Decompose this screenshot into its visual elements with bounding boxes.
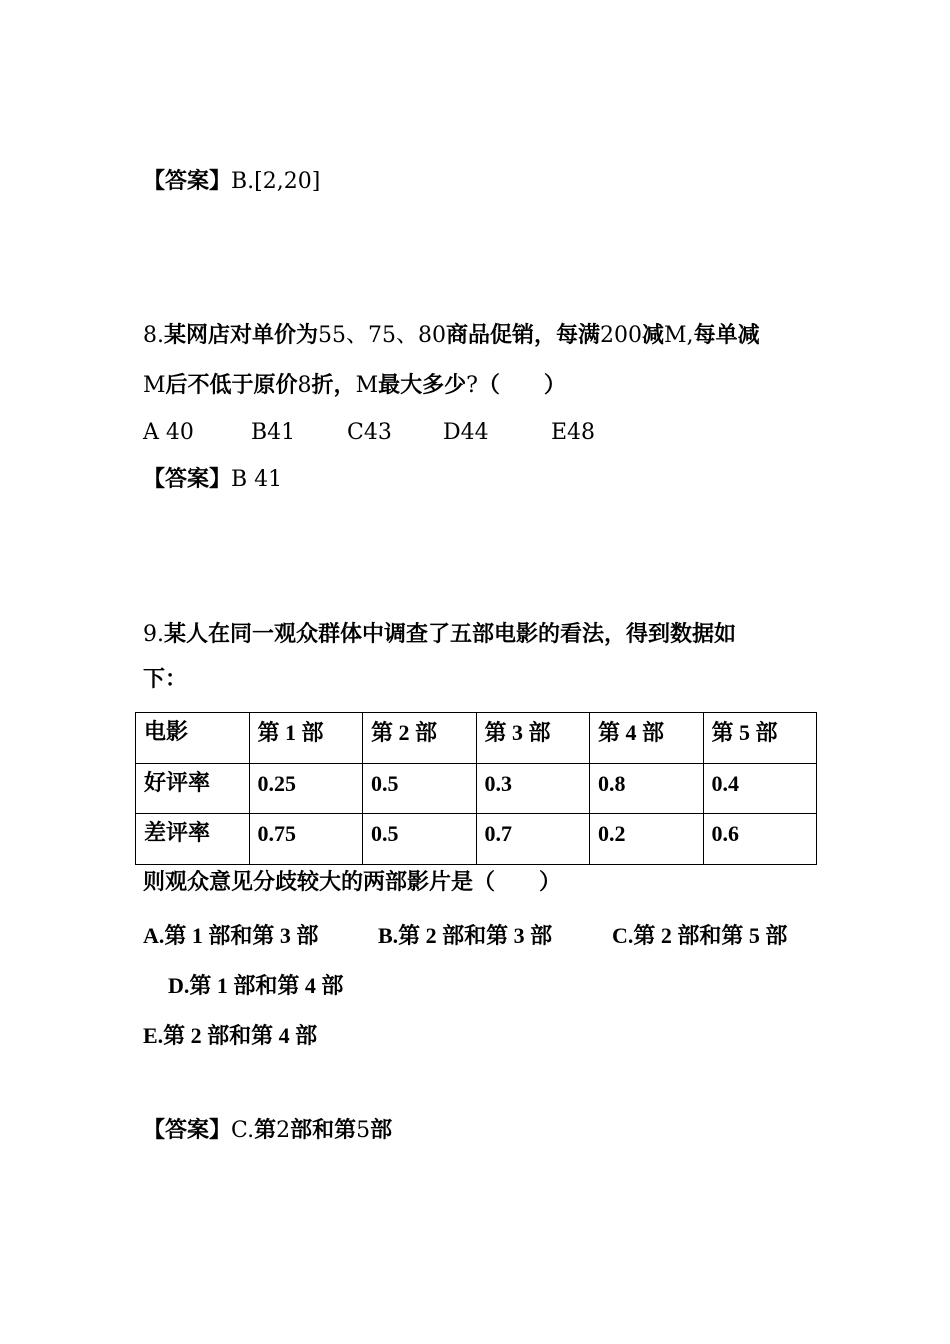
table-cell: 0.8 [590,763,704,814]
q8-stem-line2: M后不低于原价8折，M最大多少?（ ） [143,373,566,398]
option-c: C43 [347,420,392,445]
table-header-cell: 第 2 部 [363,713,477,764]
table-header-row [136,713,817,764]
q9-option-a: A.第 1 部和第 3 部 [143,923,319,948]
table-cell: 好评率 [136,763,250,814]
table-row [136,814,817,865]
q9-answer: 【答案】C.第2部和第5部 [143,1118,393,1143]
table-header-cell: 第 5 部 [703,713,817,764]
answer-label: 【答案】 [143,1118,232,1143]
q9-option-d: D.第 1 部和第 4 部 [168,973,344,998]
movie-rating-table [135,712,817,865]
table-cell: 0.5 [363,814,477,865]
table-cell: 0.75 [249,814,363,865]
answer-label: 【答案】 [143,169,232,194]
answer-label: 【答案】 [143,467,232,492]
table-header-cell: 第 4 部 [590,713,704,764]
q8-options [143,418,743,448]
q9-option-e: E.第 2 部和第 4 部 [143,1023,318,1048]
table-row [136,763,817,814]
answer-text: B.[2,20] [231,169,321,194]
answer-text: B 41 [231,467,283,492]
option-d: D44 [443,420,489,445]
table-header-cell: 第 3 部 [476,713,590,764]
option-a: A 40 [143,420,194,445]
q9-stem-line2: 下： [143,667,188,692]
table-cell: 0.4 [703,763,817,814]
table-cell: 0.6 [703,814,817,865]
q9-question-stem: 则观众意见分歧较大的两部影片是（ ） [143,870,562,895]
q9-stem-line1: 9.某人在同一观众群体中调查了五部电影的看法，得到数据如 [143,622,737,647]
table-cell: 差评率 [136,814,250,865]
q9-option-b: B.第 2 部和第 3 部 [378,923,553,948]
table-cell: 0.2 [590,814,704,865]
table-cell: 0.7 [476,814,590,865]
q8-stem-line1: 8.某网店对单价为55、75、80商品促销，每满200减M,每单减 [143,323,760,348]
q8-answer [143,464,282,495]
table-header-cell: 第 1 部 [249,713,363,764]
table-cell: 0.5 [363,763,477,814]
option-e: E48 [551,420,596,445]
table-cell: 0.3 [476,763,590,814]
table-header-cell: 电影 [136,713,250,764]
q9-option-c: C.第 2 部和第 5 部 [612,923,788,948]
q7-answer [143,166,320,197]
option-b: B41 [251,420,296,445]
table-cell: 0.25 [249,763,363,814]
